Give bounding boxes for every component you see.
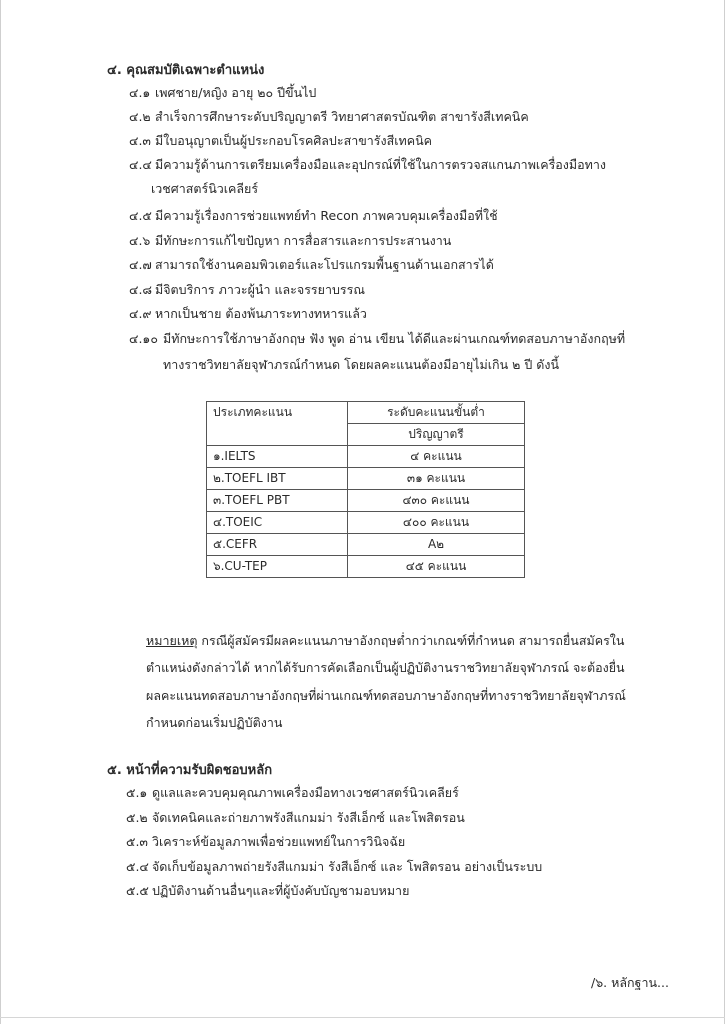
min-score-cell: A๒ — [348, 534, 525, 556]
qualification-item — [129, 206, 498, 226]
min-score-cell: ๓๑ คะแนน — [348, 468, 525, 490]
item-text: ปฏิบัติงานด้านอื่นๆและที่ผู้บังคับบัญชามอบหมาย — [151, 883, 410, 898]
note-text: กรณีผู้สมัครมีผลคะแนนภาษาอังกฤษต่ำกว่าเกณฑ์ที่กำหนด สามารถยื่นสมัครใน — [197, 633, 625, 648]
section-5-heading: ๕. หน้าที่ความรับผิดชอบหลัก — [107, 763, 273, 778]
item-text: ดูแลและควบคุมคุณภาพเครื่องมือทางเวชศาสตร์นิวเคลียร์ — [151, 785, 459, 800]
item-number: ๔.๙ — [129, 306, 152, 321]
qualification-item — [129, 255, 494, 275]
english-score-table — [206, 401, 525, 578]
item-text: มีทักษะการใช้ภาษาอังกฤษ ฟัง พูด อ่าน เขียน ได้ดีและผ่านเกณฑ์ทดสอบภาษาอังกฤษที่ — [162, 331, 626, 346]
note-paragraph-line: ผลคะแนนทดสอบภาษาอังกฤษที่ผ่านเกณฑ์ทดสอบภาษาอังกฤษที่ทางราชวิทยาลัยจุฬาภรณ์ — [146, 688, 626, 703]
item-text: มีความรู้เรื่องการช่วยแพทย์ทำ Recon ภาพควบคุมเครื่องมือที่ใช้ — [154, 208, 498, 223]
table-row — [207, 446, 525, 468]
item-text: จัดเก็บข้อมูลภาพถ่ายรังสีแกมม่า รังสีเอ็กซ์ และ โพสิตรอน อย่างเป็นระบบ — [151, 859, 543, 874]
section-4-heading: ๔. คุณสมบัติเฉพาะตำแหน่ง — [107, 63, 265, 78]
item-number: ๕.๑ — [126, 785, 148, 800]
header-score-type: ประเภทคะแนน — [207, 402, 348, 424]
item-number: ๔.๔ — [129, 157, 152, 172]
item-number: ๕.๔ — [126, 859, 149, 874]
item-text: จัดเทคนิคและถ่ายภาพรังสีแกมม่า รังสีเอ็กซ์ และโพสิตรอน — [151, 810, 465, 825]
header-min-score: ระดับคะแนนขั้นต่ำ — [348, 402, 525, 424]
next-page-indicator: /๖. หลักฐาน... — [591, 975, 669, 990]
item-text: สำเร็จการศึกษาระดับปริญญาตรี วิทยาศาสตรบัณฑิต สาขารังสีเทคนิค — [154, 109, 529, 124]
table-row — [207, 512, 525, 534]
qualification-item — [129, 107, 529, 127]
page-edge-bottom — [0, 1017, 725, 1018]
responsibility-item — [126, 832, 405, 852]
table-header-row — [207, 402, 525, 424]
table-row — [207, 556, 525, 578]
qualification-item — [129, 329, 625, 349]
item-number: ๕.๓ — [126, 834, 148, 849]
note-label: หมายเหตุ — [146, 633, 198, 648]
item-text: มีทักษะการแก้ไขปัญหา การสื่อสารและการประสานงาน — [154, 233, 452, 248]
responsibility-item — [126, 808, 465, 828]
item-continuation: เวชศาสตร์นิวเคลียร์ — [151, 181, 259, 196]
item-number: ๔.๑๐ — [129, 331, 158, 346]
score-type-cell: ๖.CU-TEP — [207, 556, 348, 578]
responsibility-item — [126, 783, 459, 803]
header-degree: ปริญญาตรี — [348, 424, 525, 446]
min-score-cell: ๔๐๐ คะแนน — [348, 512, 525, 534]
item-number: ๔.๗ — [129, 257, 152, 272]
item-number: ๔.๑ — [129, 85, 151, 100]
responsibility-item — [126, 881, 409, 901]
qualification-item — [129, 83, 316, 103]
qualification-item — [129, 231, 451, 251]
item-number: ๔.๒ — [129, 109, 151, 124]
item-number: ๔.๕ — [129, 208, 152, 223]
header-blank-cell — [207, 424, 348, 446]
qualification-item — [129, 155, 606, 175]
note-paragraph-line: ตำแหน่งดังกล่าวได้ หากได้รับการคัดเลือกเป็นผู้ปฏิบัติงานราชวิทยาลัยจุฬาภรณ์ จะต้องยื่น — [146, 660, 625, 675]
item-text: มีความรู้ด้านการเตรียมเครื่องมือและอุปกรณ์ที่ใช้ในการตรวจสแกนภาพเครื่องมือทาง — [154, 157, 607, 172]
responsibility-item — [126, 857, 542, 877]
item-text: วิเคราะห์ข้อมูลภาพเพื่อช่วยแพทย์ในการวินิจฉัย — [151, 834, 406, 849]
score-type-cell: ๔.TOEIC — [207, 512, 348, 534]
item-text: มีจิตบริการ ภาวะผู้นำ และจรรยาบรรณ — [154, 282, 365, 297]
qualification-item — [129, 131, 432, 151]
min-score-cell: ๔๓๐ คะแนน — [348, 490, 525, 512]
page-edge-left — [0, 0, 1, 1024]
min-score-cell: ๔ คะแนน — [348, 446, 525, 468]
table-row — [207, 468, 525, 490]
score-type-cell: ๑.IELTS — [207, 446, 348, 468]
item-continuation: ทางราชวิทยาลัยจุฬาภรณ์กำหนด โดยผลคะแนนต้องมีอายุไม่เกิน ๒ ปี ดังนี้ — [163, 357, 560, 372]
min-score-cell: ๔๕ คะแนน — [348, 556, 525, 578]
item-number: ๔.๓ — [129, 133, 151, 148]
item-text: สามารถใช้งานคอมพิวเตอร์และโปรแกรมพื้นฐานด้านเอกสารได้ — [154, 257, 494, 272]
table-header-row — [207, 424, 525, 446]
item-number: ๕.๒ — [126, 810, 148, 825]
note-paragraph-line: กำหนดก่อนเริ่มปฏิบัติงาน — [146, 715, 283, 730]
score-type-cell: ๒.TOEFL IBT — [207, 468, 348, 490]
qualification-item — [129, 304, 367, 324]
item-text: เพศชาย/หญิง อายุ ๒๐ ปีขึ้นไป — [154, 85, 317, 100]
item-number: ๕.๕ — [126, 883, 149, 898]
item-text: มีใบอนุญาตเป็นผู้ประกอบโรคศิลปะสาขารังสีเทคนิค — [154, 133, 433, 148]
table-row — [207, 490, 525, 512]
item-number: ๔.๘ — [129, 282, 153, 297]
note-paragraph-line — [146, 631, 624, 651]
item-text: หากเป็นชาย ต้องพ้นภาระทางทหารแล้ว — [154, 306, 367, 321]
qualification-item — [129, 280, 365, 300]
score-type-cell: ๕.CEFR — [207, 534, 348, 556]
score-type-cell: ๓.TOEFL PBT — [207, 490, 348, 512]
item-number: ๔.๖ — [129, 233, 151, 248]
table-row — [207, 534, 525, 556]
